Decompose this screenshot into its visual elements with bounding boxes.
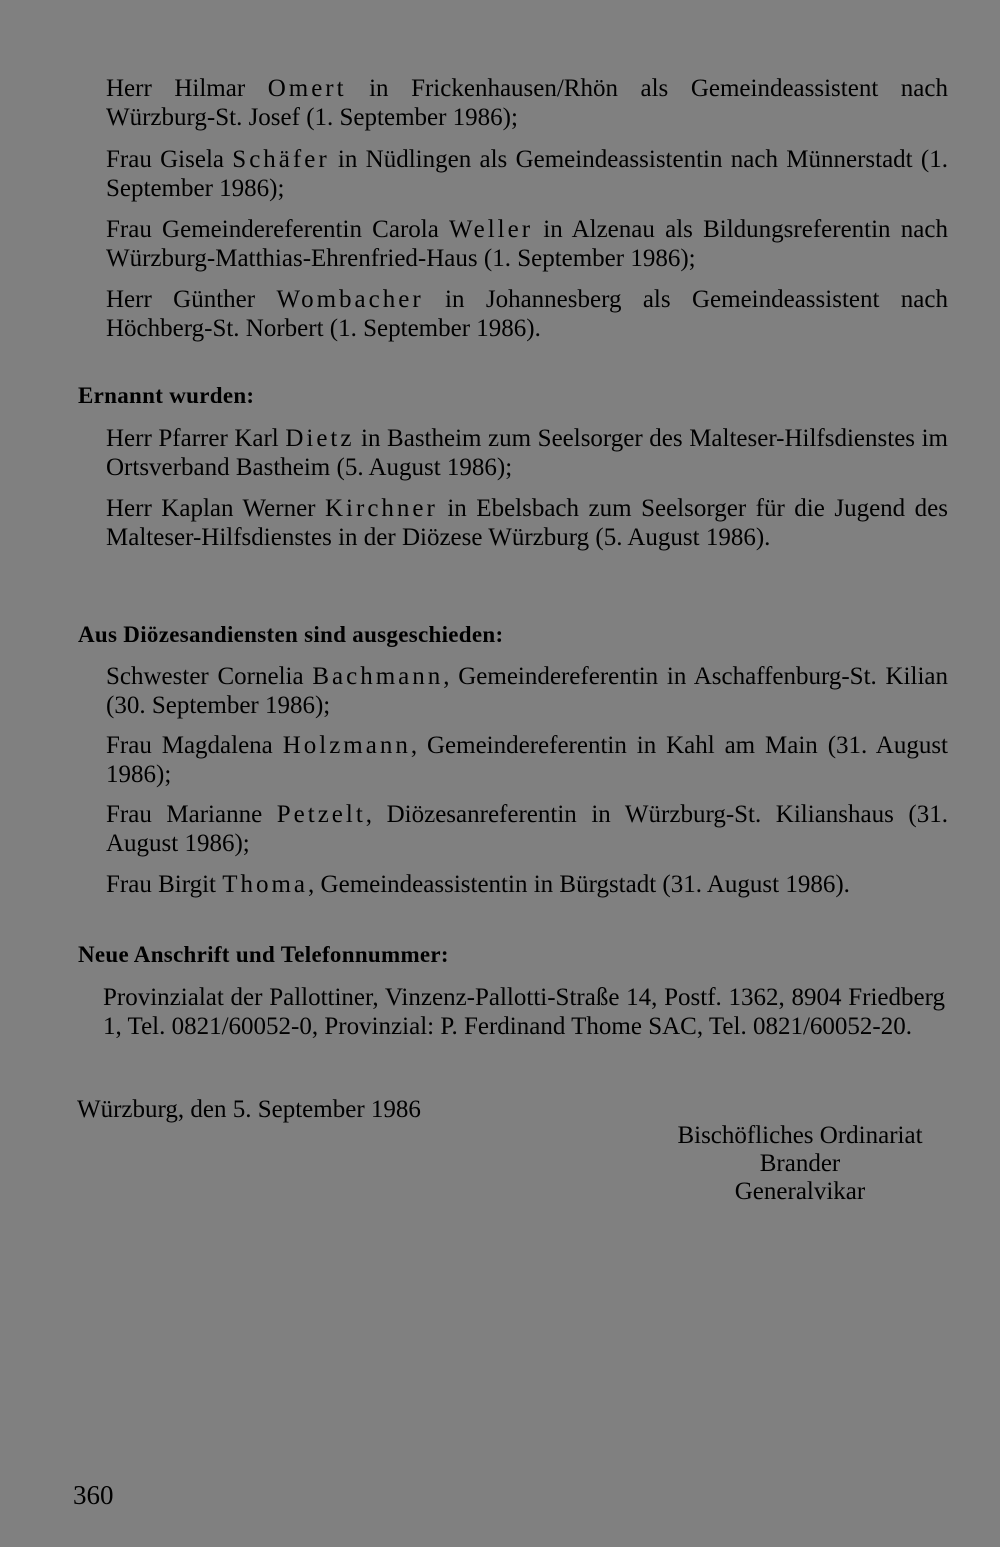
entry-dietz: Herr Pfarrer Karl Dietz in Bastheim zum Seelsorger des Malteser-Hilfsdienstes im Ortsverband Bastheim (5. August 1986); <box>106 425 948 481</box>
entry-thoma: Frau Birgit Thoma, Gemeindeassistentin in Bürgstadt (31. August 1986). <box>106 871 850 898</box>
signature-line-2: Brander <box>759 1150 841 1177</box>
person-name: Omert <box>267 75 347 102</box>
person-name: Holzmann <box>282 732 411 759</box>
signature-block <box>640 1122 960 1206</box>
place-date: Würzburg, den 5. September 1986 <box>77 1096 421 1123</box>
person-name: Schäfer <box>232 146 330 173</box>
person-name: Kirchner <box>325 495 438 522</box>
heading-ausgeschieden: Aus Diözesandiensten sind ausgeschieden: <box>78 622 504 647</box>
person-name: Bachmann <box>312 663 444 690</box>
entry-petzelt: Frau Marianne Petzelt, Diözesanreferentin in Würzburg-St. Kilianshaus (31. August 1986); <box>106 801 948 857</box>
signature-line-1: Bischöfliches Ordinariat <box>677 1122 923 1149</box>
person-name: Dietz <box>285 425 355 452</box>
entry-holzmann: Frau Magdalena Holzmann, Gemeindereferentin in Kahl am Main (31. August 1986); <box>106 732 949 788</box>
heading-anschrift: Neue Anschrift und Telefonnummer: <box>78 942 449 967</box>
page-number: 360 <box>73 1480 114 1510</box>
address-text: Provinzialat der Pallottiner, Vinzenz-Pallotti-Straße 14, Postf. 1362, 8904 Friedberg 1, Tel. 0821/60052-0, Provinzial: P. Ferdinand Thome SAC, Tel. 0821/60052-20. <box>103 984 945 1040</box>
person-name: Wombacher <box>276 286 424 313</box>
entry-omert: Herr Hilmar Omert in Frickenhausen/Rhön als Gemeindeassistent nach Würzburg-St. Josef (1. September 1986); <box>106 75 948 131</box>
person-name: Petzelt <box>276 801 366 828</box>
heading-ernannt: Ernannt wurden: <box>78 383 255 408</box>
person-name: Thoma <box>222 871 309 898</box>
signature-line-3: Generalvikar <box>734 1178 866 1205</box>
entry-kirchner: Herr Kaplan Werner Kirchner in Ebelsbach zum Seelsorger für die Jugend des Malteser-Hilfsdienstes in der Diözese Würzburg (5. August 1986). <box>106 495 948 551</box>
entry-schaefer: Frau Gisela Schäfer in Nüdlingen als Gemeindeassistentin nach Münnerstadt (1. September 1986); <box>106 146 948 202</box>
entry-weller: Frau Gemeindereferentin Carola Weller in Alzenau als Bildungsreferentin nach Würzburg-Matthias-Ehrenfried-Haus (1. September 1986); <box>106 216 948 272</box>
entry-wombacher: Herr Günther Wombacher in Johannesberg als Gemeindeassistent nach Höchberg-St. Norbert (1. September 1986). <box>106 286 948 342</box>
entry-bachmann: Schwester Cornelia Bachmann, Gemeindereferentin in Aschaffenburg-St. Kilian (30. September 1986); <box>106 663 948 719</box>
person-name: Weller <box>449 216 534 243</box>
